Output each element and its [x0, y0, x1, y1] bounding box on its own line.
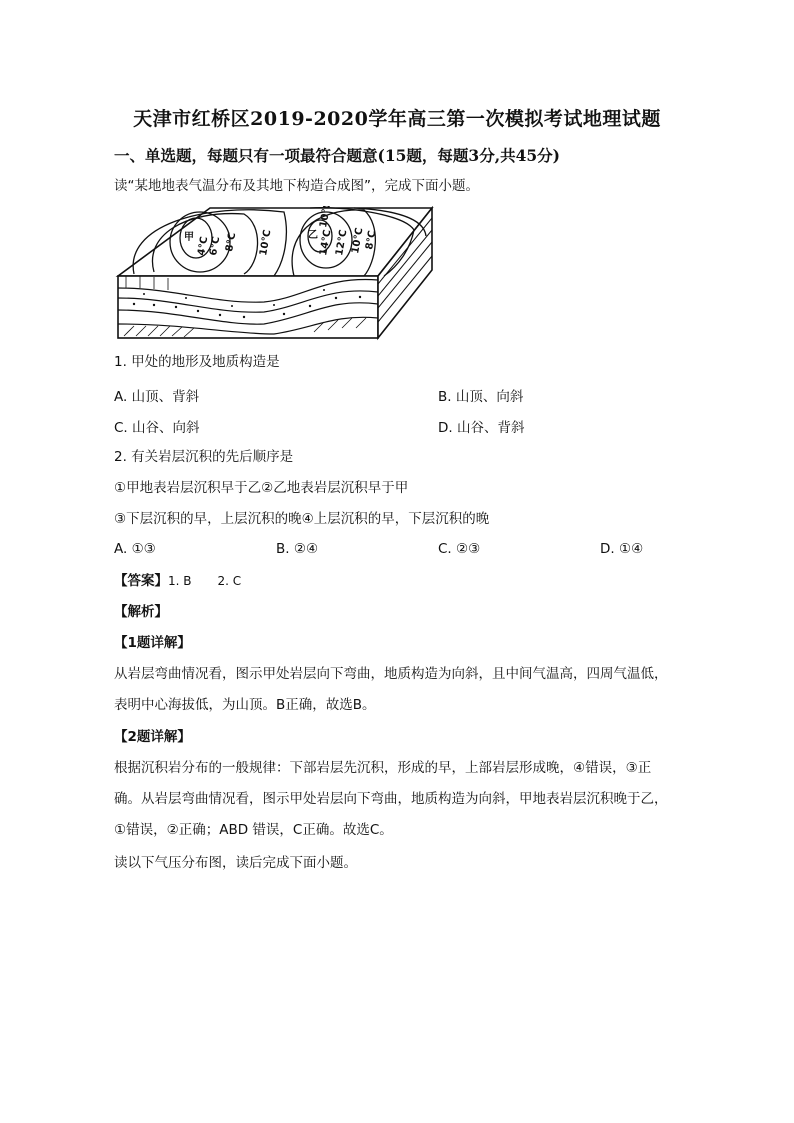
detail-2-text	[114, 753, 684, 846]
diagram-svg	[114, 206, 434, 342]
label-8c-left: 8℃	[224, 231, 239, 253]
label-10c-left: 10℃	[258, 228, 274, 257]
q1-option-d: D. 山谷、背斜	[438, 420, 525, 436]
detail-2-line-2: 确。从岩层弯曲情况看，图示甲处岩层向下弯曲，地质构造为向斜，甲地表岩层沉积晚于乙，	[114, 791, 668, 807]
q2-option-d: D. ①④	[600, 541, 644, 557]
question-2-statement-1: ①甲地表岩层沉积早于乙②乙地表岩层沉积早于甲	[114, 480, 409, 496]
detail-1-tag: 【1题详解】	[114, 635, 191, 651]
detail-2-tag: 【2题详解】	[114, 729, 191, 745]
q1-option-a: A. 山顶、背斜	[114, 389, 200, 405]
label-6c: 6℃	[208, 235, 223, 257]
label-10c-top: 10℃	[318, 206, 334, 229]
block-top-face	[118, 208, 432, 276]
section-heading: 一、单选题，每题只有一项最符合题意(15题，每题3分,共45分)	[114, 146, 560, 165]
q2-option-a: A. ①③	[114, 541, 156, 557]
question-intro: 读“某地地表气温分布及其地下构造合成图”，完成下面小题。	[114, 178, 479, 194]
answer-1: 1. B	[168, 574, 192, 588]
question-2-stem: 2. 有关岩层沉积的先后顺序是	[114, 449, 294, 465]
geology-block-diagram	[114, 206, 434, 342]
label-14c: 14℃	[318, 228, 334, 257]
answer-tag: 【答案】	[114, 573, 168, 589]
detail-1-line-2: 表明中心海拔低，为山顶。B正确，故选B。	[114, 697, 376, 713]
detail-1-line-1: 从岩层弯曲情况看，图示甲处岩层向下弯曲，地质构造为向斜，且中间气温高，四周气温低，	[114, 666, 668, 682]
analysis-tag: 【解析】	[114, 604, 168, 620]
q2-option-b: B. ②④	[276, 541, 319, 557]
q1-option-c: C. 山谷、向斜	[114, 420, 200, 436]
question-2-statement-2: ③下层沉积的早，上层沉积的晚④上层沉积的早，下层沉积的晚	[114, 511, 490, 527]
detail-1-text	[114, 659, 684, 721]
q2-option-c: C. ②③	[438, 541, 481, 557]
detail-2-line-3: ①错误，②正确；ABD 错误，C正确。故选C。	[114, 822, 393, 838]
label-jia: 甲	[184, 232, 194, 243]
answer-2: 2. C	[217, 574, 242, 588]
next-question-intro: 读以下气压分布图，读后完成下面小题。	[114, 855, 357, 871]
page-title: 天津市红桥区2019-2020学年高三第一次模拟考试地理试题	[133, 108, 661, 130]
label-12c: 12℃	[334, 228, 350, 257]
label-yi: 乙	[308, 230, 318, 241]
label-10c-right: 10℃	[350, 226, 366, 255]
block-front-face	[118, 276, 378, 338]
q1-option-b: B. 山顶、向斜	[438, 389, 524, 405]
label-8c-right: 8℃	[364, 229, 379, 251]
label-4c: 4℃	[196, 235, 211, 257]
answer-row	[114, 571, 241, 591]
question-1-stem: 1. 甲处的地形及地质构造是	[114, 354, 280, 370]
detail-2-line-1: 根据沉积岩分布的一般规律：下部岩层先沉积，形成的早，上部岩层形成晚，④错误，③正	[114, 760, 652, 776]
